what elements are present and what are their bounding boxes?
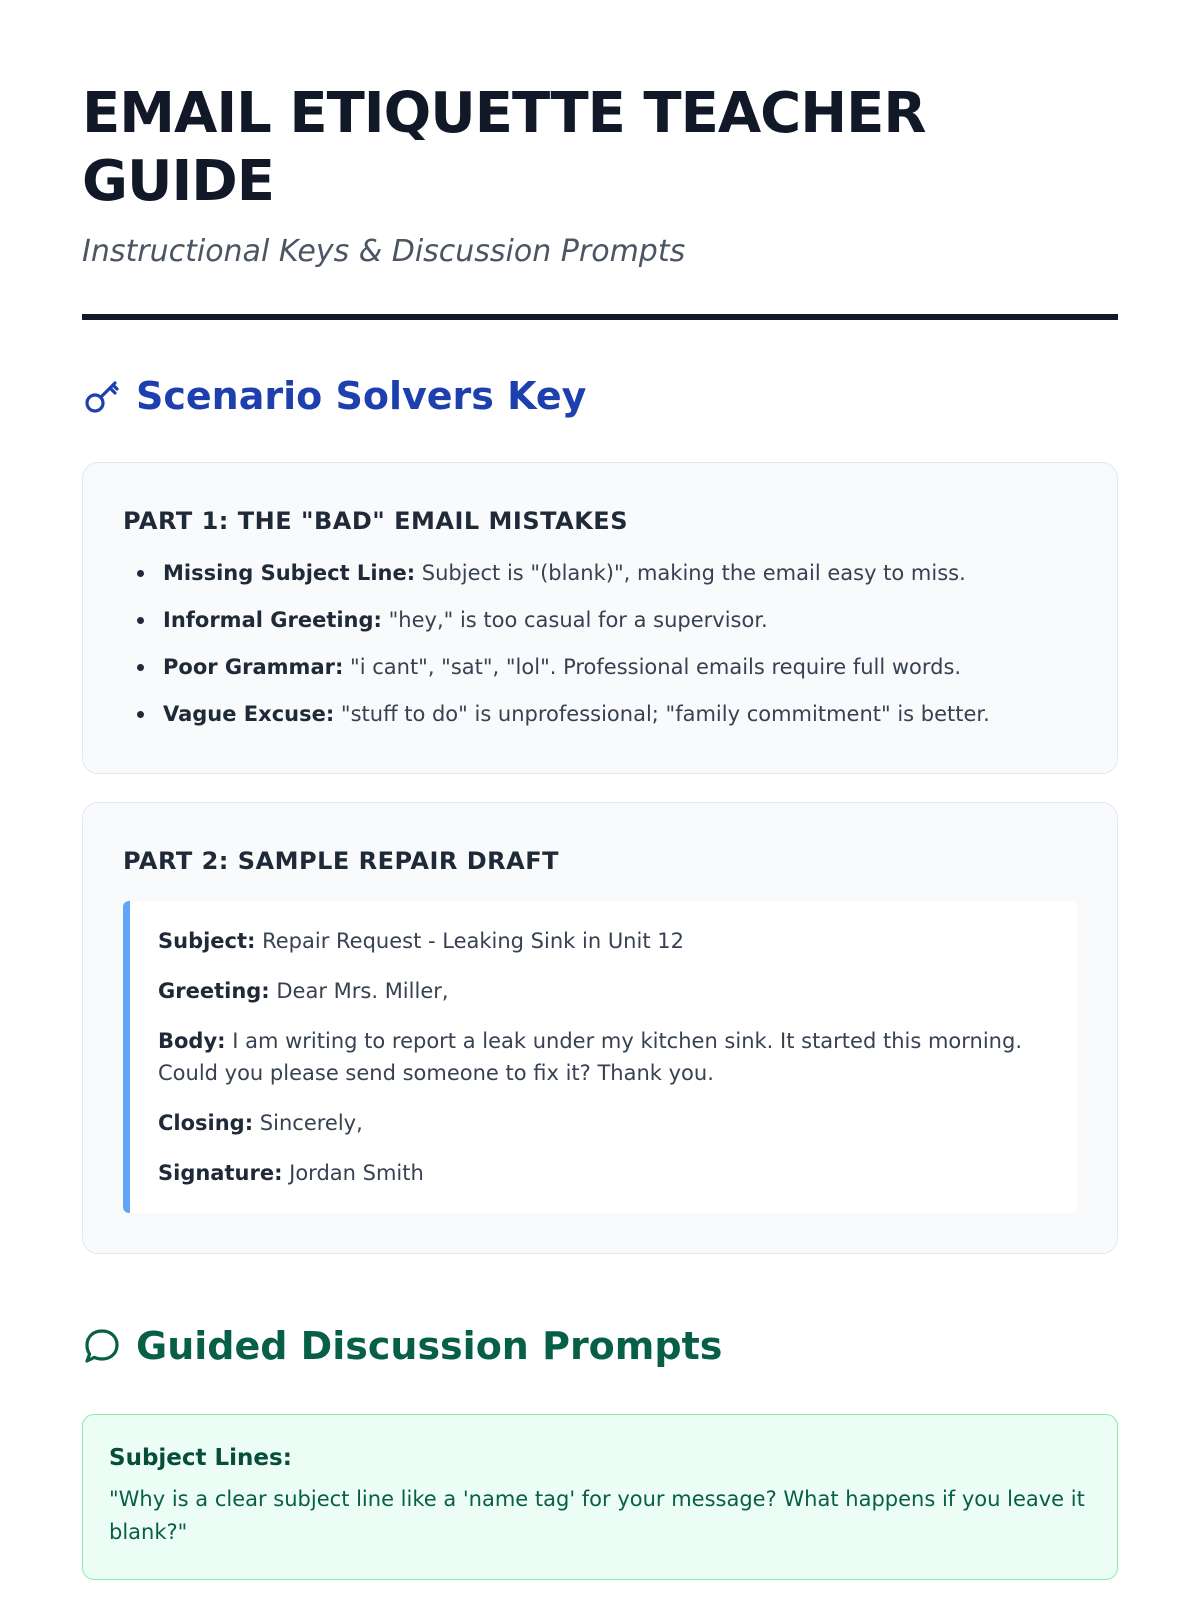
- mistakes-list: [123, 559, 1077, 728]
- part1-title: PART 1: THE "BAD" EMAIL MISTAKES: [123, 507, 628, 535]
- discussion-heading: Guided Discussion Prompts: [136, 1324, 723, 1368]
- draft-field-label: Greeting:: [158, 979, 270, 1003]
- draft-field-text: Dear Mrs. Miller,: [269, 979, 449, 1003]
- part1-card: [82, 462, 1118, 774]
- prompt-text: "Why is a clear subject line like a 'name tag' for your message? What happens if you leave it blank?": [109, 1487, 1085, 1544]
- draft-field-label: Signature:: [158, 1161, 283, 1185]
- draft-field-text: Sincerely,: [253, 1111, 363, 1135]
- scenario-solvers-heading: Scenario Solvers Key: [136, 374, 587, 418]
- speech-bubble-icon: [82, 1326, 122, 1366]
- mistake-label: Informal Greeting:: [163, 608, 382, 632]
- draft-field-text: I am writing to report a leak under my kitchen sink. It started this morning. Could you please send someone to fix it? Thank you.: [158, 1029, 1022, 1085]
- scenario-solvers-heading-row: [82, 372, 1118, 420]
- draft-field-label: Subject:: [158, 929, 256, 953]
- part2-card: [82, 802, 1118, 1254]
- prompt-title: Subject Lines:: [109, 1445, 292, 1471]
- document-subtitle: Instructional Keys & Discussion Prompts: [82, 234, 686, 269]
- key-icon: [82, 376, 122, 416]
- mistake-text: "hey," is too casual for a supervisor.: [381, 608, 768, 632]
- draft-signature: [158, 1157, 1047, 1189]
- mistake-label: Vague Excuse:: [163, 702, 335, 726]
- document-title: EMAIL ETIQUETTE TEACHER GUIDE: [82, 81, 926, 214]
- draft-subject: [158, 925, 1047, 957]
- draft-field-label: Body:: [158, 1029, 226, 1053]
- discussion-heading-row: [82, 1322, 1118, 1370]
- mistake-text: "i cant", "sat", "lol". Professional emails require full words.: [343, 655, 962, 679]
- mistake-text: Subject is "(blank)", making the email easy to miss.: [415, 561, 966, 585]
- draft-closing: [158, 1107, 1047, 1139]
- draft-field-text: Repair Request - Leaking Sink in Unit 12: [255, 929, 684, 953]
- mistake-text: "stuff to do" is unprofessional; "family commitment" is better.: [334, 702, 990, 726]
- mistake-label: Poor Grammar:: [163, 655, 344, 679]
- part2-title: PART 2: SAMPLE REPAIR DRAFT: [123, 847, 559, 875]
- title-divider: [82, 314, 1118, 320]
- list-item: [123, 700, 1077, 728]
- prompt-card-subject-lines: [82, 1414, 1118, 1580]
- draft-greeting: [158, 975, 1047, 1007]
- draft-field-label: Closing:: [158, 1111, 254, 1135]
- repair-draft-box: [123, 901, 1077, 1213]
- draft-field-text: Jordan Smith: [282, 1161, 424, 1185]
- list-item: [123, 653, 1077, 681]
- draft-body: [158, 1025, 1047, 1089]
- list-item: [123, 559, 1077, 587]
- mistake-label: Missing Subject Line:: [163, 561, 416, 585]
- list-item: [123, 606, 1077, 634]
